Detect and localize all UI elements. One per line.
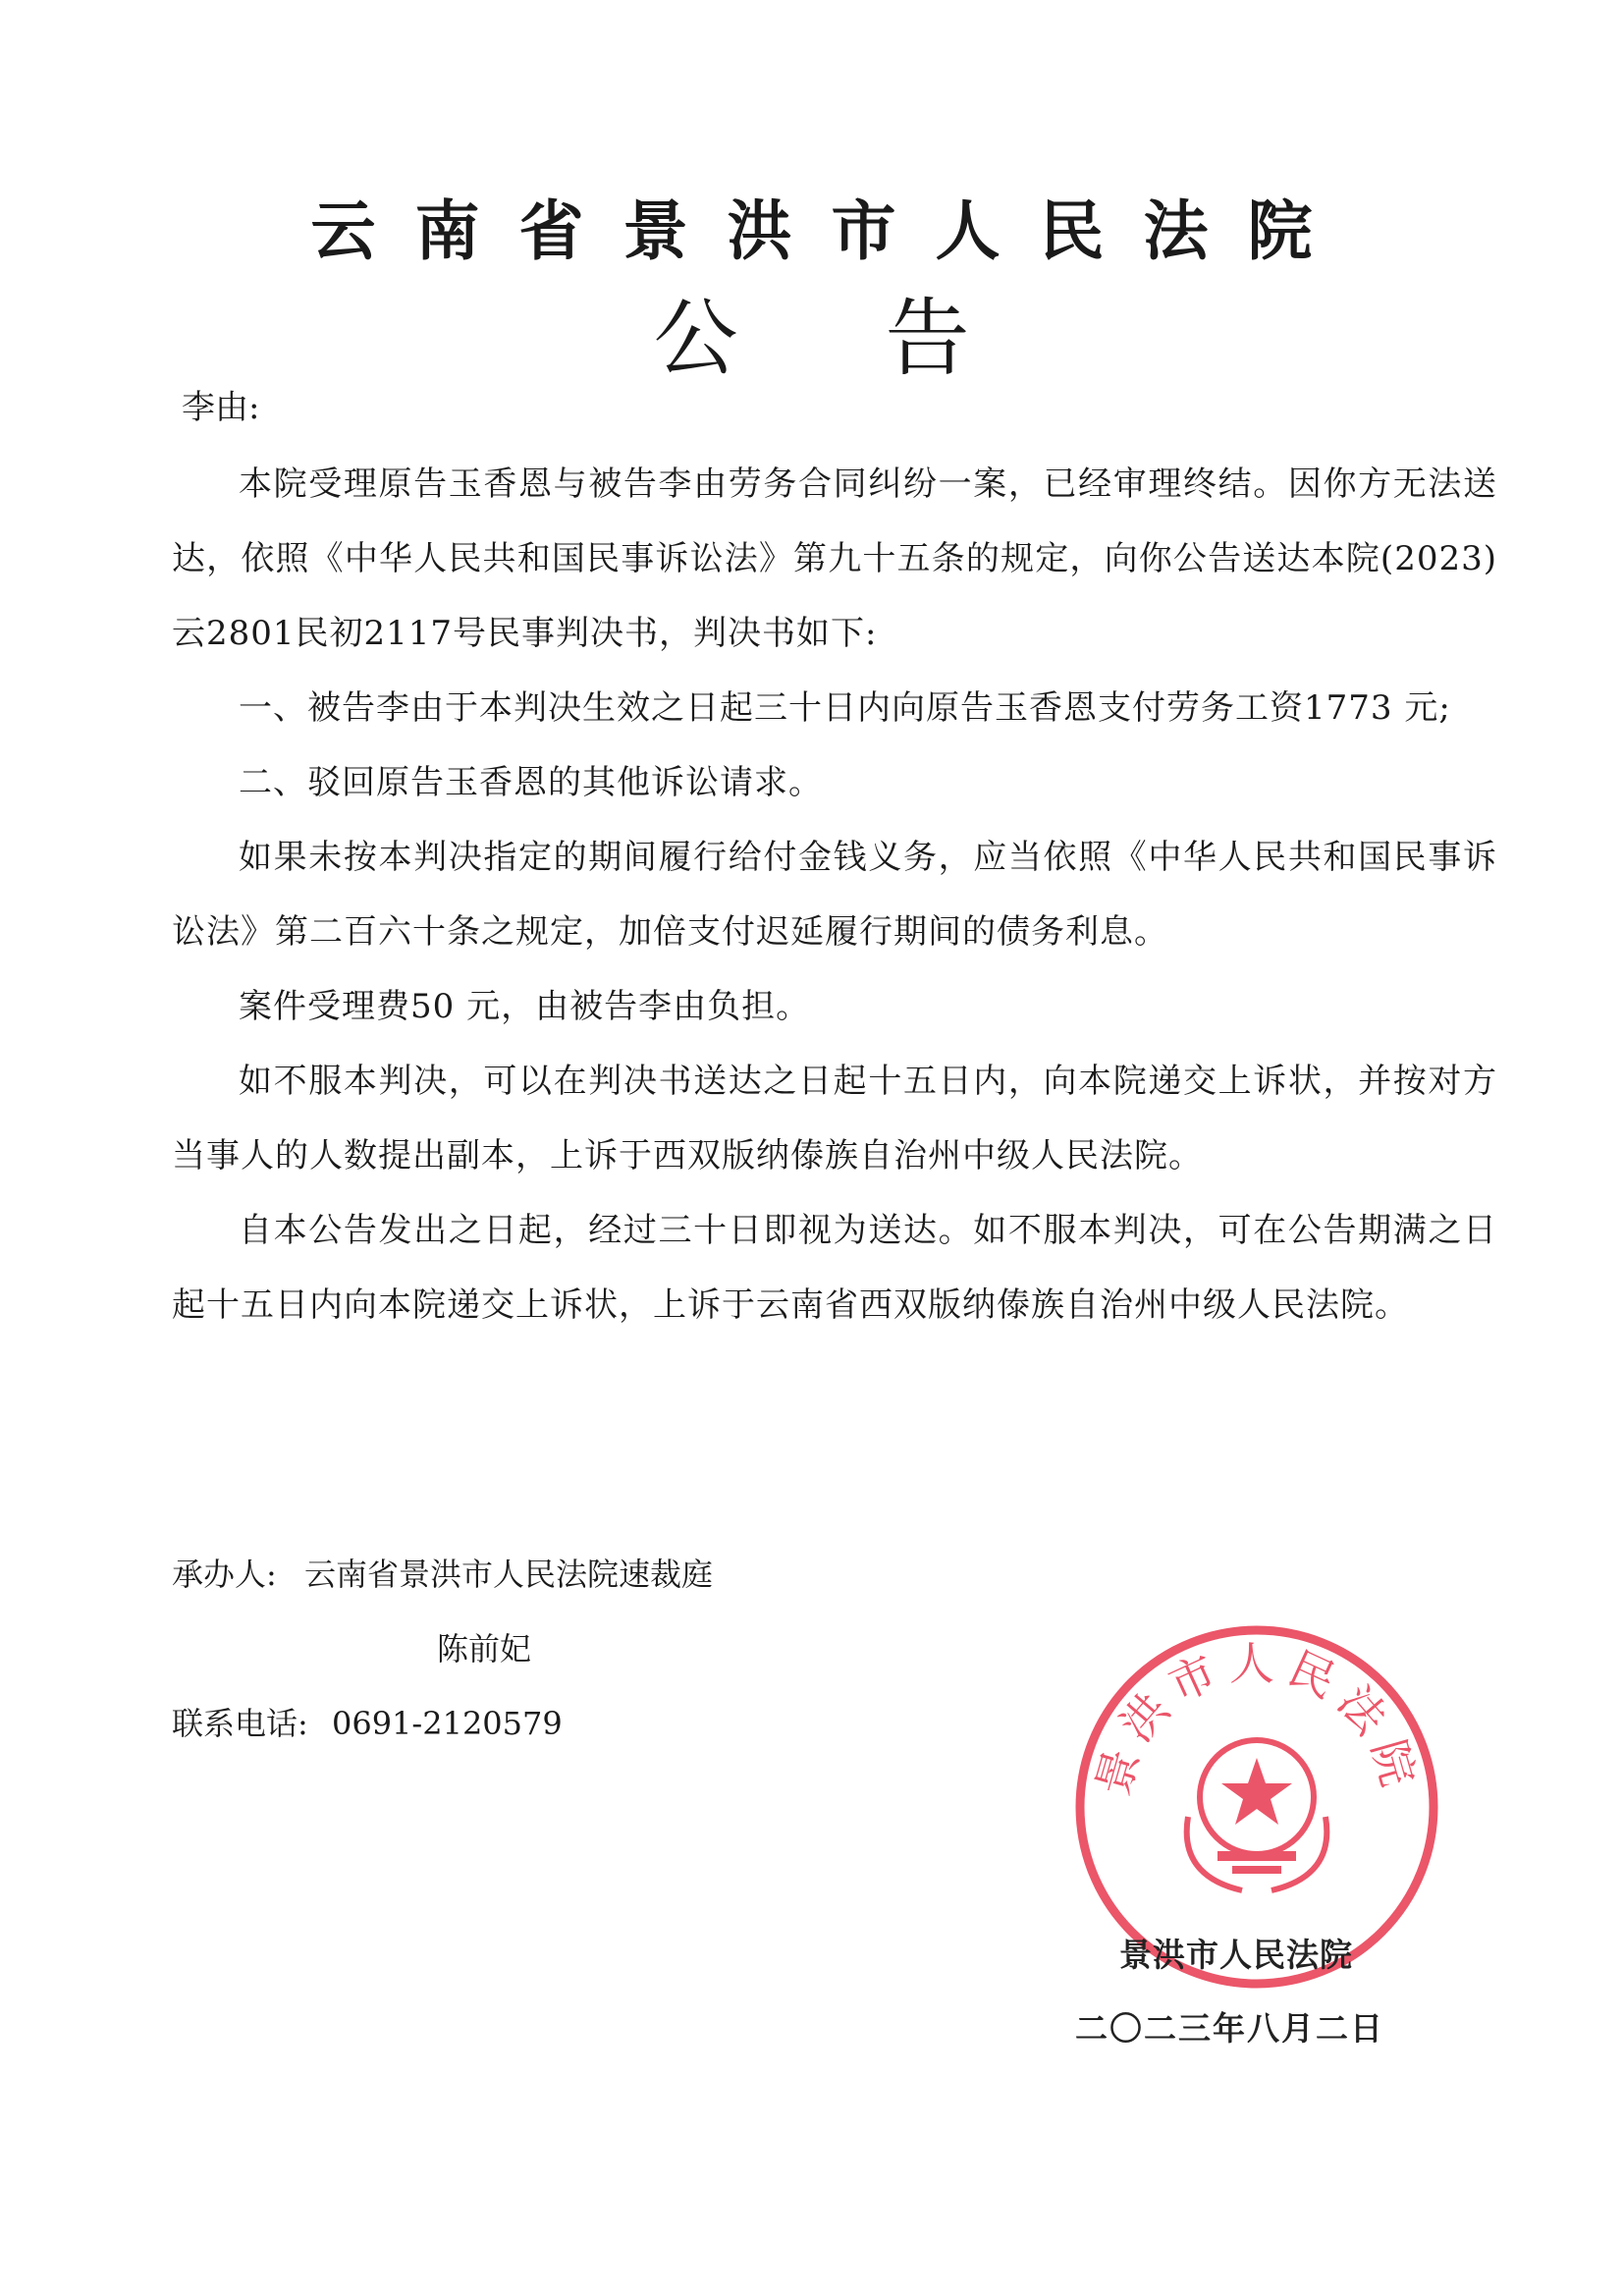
- national-emblem-icon: [1187, 1740, 1327, 1890]
- handler-unit: 云南省景洪市人民法院速裁庭: [303, 1556, 713, 1593]
- court-name: 云南省景洪市人民法院: [310, 192, 1352, 269]
- handler-name: 陈前妃: [437, 1630, 532, 1667]
- handler-label: 承办人:: [172, 1556, 277, 1593]
- paragraph-appeal: 如不服本判决，可以在判决书送达之日起十五日内，向本院递交上诉状，并按对方当事人的人数提出副本，上诉于西双版纳傣族自治州中级人民法院。: [172, 1062, 1497, 1175]
- contact-block: [172, 1537, 713, 1761]
- signature-date: 二〇二三年八月二日: [1075, 2009, 1384, 2048]
- paragraph-interest: 如果未按本判决指定的期间履行给付金钱义务，应当依照《中华人民共和国民事诉讼法》第二百六十条之规定，加倍支付迟延履行期间的债务利息。: [172, 838, 1497, 952]
- notice-body: [172, 447, 1497, 1342]
- phone-row: [172, 1686, 713, 1761]
- handler-row: [172, 1537, 713, 1612]
- phone-number: 0691-2120579: [331, 1705, 563, 1742]
- paragraph-case: 本院受理原告玉香恩与被告李由劳务合同纠纷一案，已经审理终结。因你方无法送达，依照《中华人民共和国民事诉讼法》第九十五条的规定，向你公告送达本院(2023)云2801民初2117号民事判决书，判决书如下:: [172, 465, 1497, 653]
- paragraph-judgment-item-2: 二、驳回原告玉香恩的其他诉讼请求。: [239, 763, 823, 802]
- document-title: 公告: [653, 290, 1117, 388]
- seal-text: 景洪市人民法院: [1085, 1637, 1429, 1802]
- signature-court: 景洪市人民法院: [1119, 1936, 1353, 1974]
- phone-label: 联系电话:: [172, 1705, 308, 1742]
- paragraph-judgment-item-1: 一、被告李由于本判决生效之日起三十日内向原告玉香恩支付劳务工资1773 元;: [239, 688, 1451, 728]
- paragraph-fee: 案件受理费50 元，由被告李由负担。: [239, 987, 811, 1026]
- addressee: 李由:: [182, 388, 260, 427]
- paragraph-service: 自本公告发出之日起，经过三十日即视为送达。如不服本判决，可在公告期满之日起十五日内向本院递交上诉状，上诉于云南省西双版纳傣族自治州中级人民法院。: [172, 1211, 1497, 1325]
